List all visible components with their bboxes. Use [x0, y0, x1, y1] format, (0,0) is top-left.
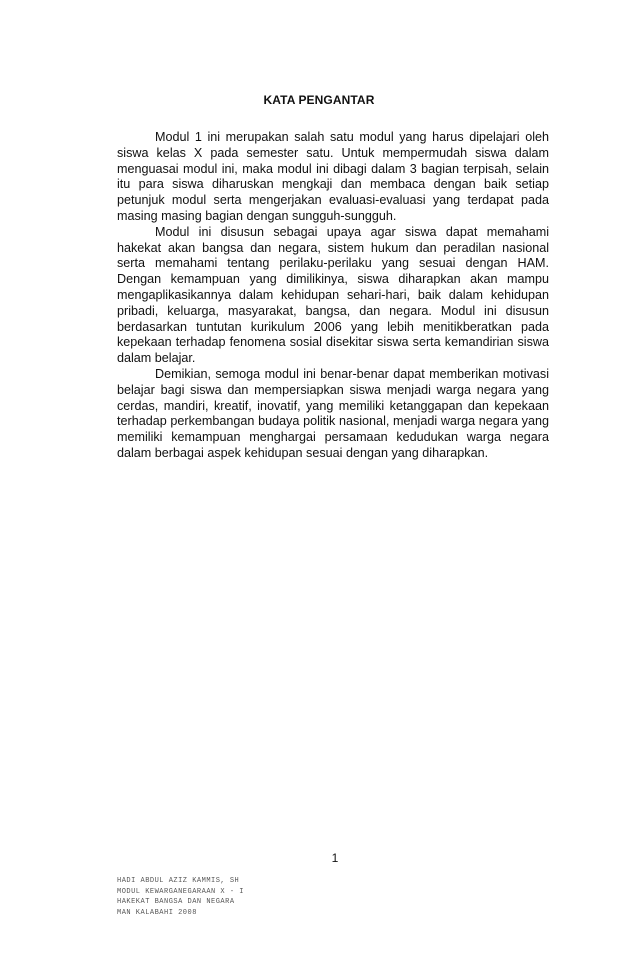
paragraph: Modul 1 ini merupakan salah satu modul yang harus dipelajari oleh siswa kelas X pada semester satu. Untuk mempermudah siswa dalam menguasai modul ini, maka modul ini dibagi dalam 3 bagian terpisah, selain itu para siswa diharuskan mengkaji dan membaca dengan baik setiap petunjuk modul serta mengerjakan evaluasi-evaluasi yang terdapat pada masing masing bagian dengan sungguh-sungguh. [117, 130, 549, 223]
paragraph: Demikian, semoga modul ini benar-benar dapat memberikan motivasi belajar bagi siswa dan mempersiapkan siswa menjadi warga negara yang cerdas, mandiri, kreatif, inovatif, yang memiliki ketanggapan dan kepekaan terhadap perkembangan budaya politik nasional, menjadi warga negara yang memiliki kemampuan menghargai persamaan kedudukan warga negara dalam berbagai aspek kehidupan sesuai dengan yang diharapkan. [117, 366, 549, 460]
footer-line: HAKEKAT BANGSA DAN NEGARA [117, 898, 235, 906]
page-footer [117, 876, 244, 918]
document-body [117, 130, 549, 462]
footer-line: HADI ABDUL AZIZ KAMMIS, SH [117, 877, 240, 885]
paragraph: Modul ini disusun sebagai upaya agar siswa dapat memahami hakekat akan bangsa dan negara, sistem hukum dan peradilan nasional serta memahami tentang perilaku-perilaku yang sesuai dengan HAM. Dengan kemampuan yang dimilikinya, siswa diharapkan akan mampu mengaplikasikannya dalam kehidupan sehari-hari, baik dalam kehidupan pribadi, keluarga, masyarakat, bangsa, dan negara. Modul ini disusun berdasarkan tuntutan kurikulum 2006 yang lebih menitikberatkan pada kepekaan terhadap fenomena sosial disekitar siswa serta kemandirian siswa dalam belajar. [117, 224, 549, 366]
footer-line: MAN KALABAHI 2008 [117, 908, 197, 917]
page-title: KATA PENGANTAR [263, 93, 375, 107]
page-number: 1 [331, 851, 339, 865]
footer-line: MODUL KEWARGANEGARAAN X - I [117, 887, 244, 896]
